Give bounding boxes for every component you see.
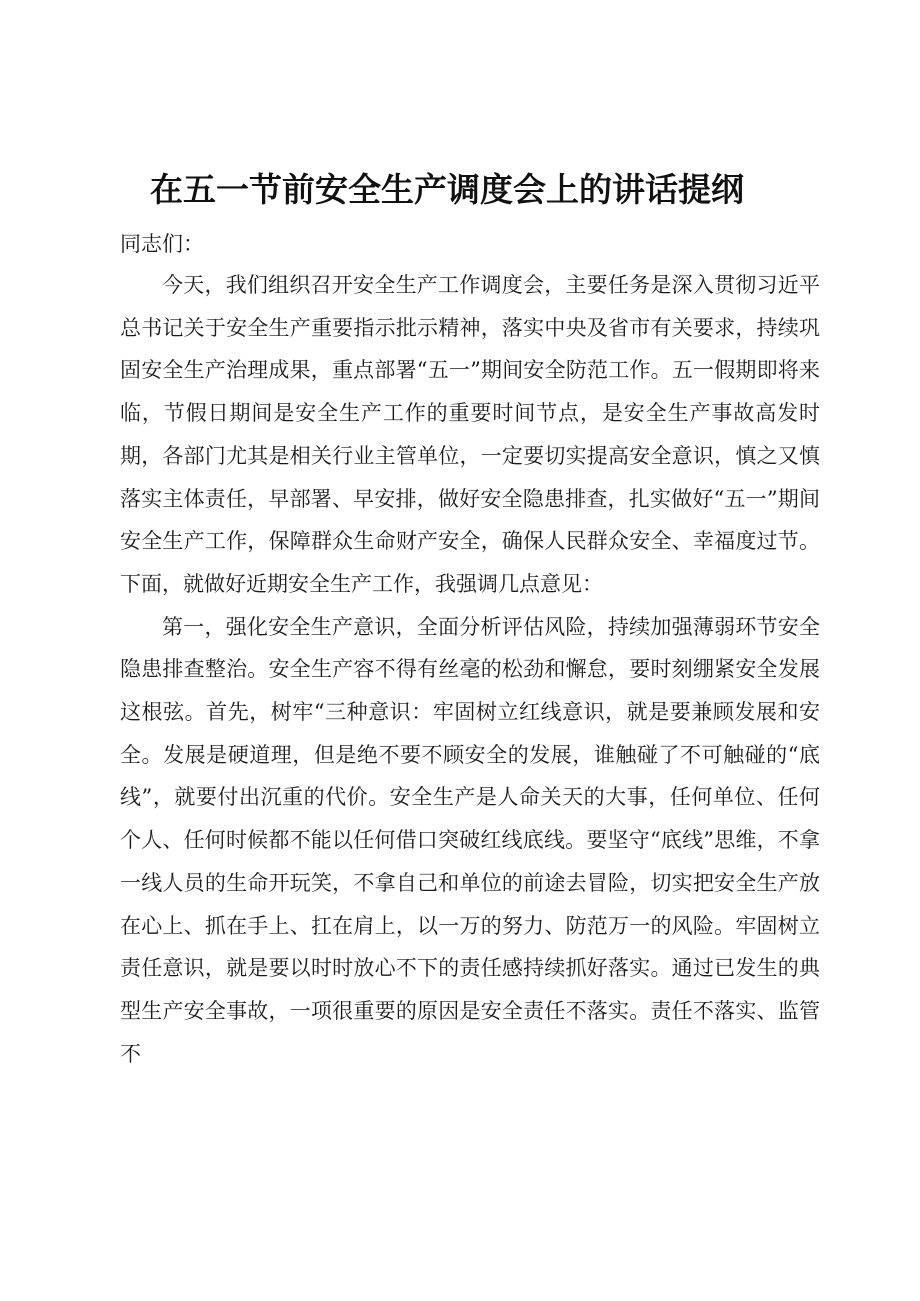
salutation: 同志们： (120, 232, 204, 256)
document-title: 在五一节前安全生产调度会上的讲话提纲 (150, 170, 744, 209)
paragraph-intro: 今天，我们组织召开安全生产工作调度会，主要任务是深入贯彻习近平总书记关于安全生产重要指示批示精神，落实中央及省市有关要求，持续巩固安全生产治理成果，重点部署“五一”期间安全防范工作。五一假期即将来临，节假日期间是安全生产工作的重要时间节点，是安全生产事故高发时期，各部门尤其是相关行业主管单位，一定要切实提高安全意识，慎之又慎落实主体责任，早部署、早安排，做好安全隐患排查，扎实做好“五一”期间安全生产工作，保障群众生命财产安全，确保人民群众安全、幸福度过节。下面，就做好近期安全生产工作，我强调几点意见： (120, 273, 820, 596)
paragraph-point-one: 第一，强化安全生产意识，全面分析评估风险，持续加强薄弱环节安全隐患排查整治。安全生产容不得有丝毫的松劲和懈怠，要时刻绷紧安全发展这根弦。首先，树牢“三种意识：牢固树立红线意识，就是要兼顾发展和安全。发展是硬道理，但是绝不要不顾安全的发展，谁触碰了不可触碰的“底线”，就要付出沉重的代价。安全生产是人命关天的大事，任何单位、任何个人、任何时候都不能以任何借口突破红线底线。要坚守“底线”思维，不拿一线人员的生命开玩笑，不拿自己和单位的前途去冒险，切实把安全生产放在心上、抓在手上、扛在肩上，以一万的努力、防范万一的风险。牢固树立责任意识，就是要以时时放心不下的责任感持续抓好落实。通过已发生的典型生产安全事故，一项很重要的原因是安全责任不落实。责任不落实、监管不 (120, 614, 820, 1066)
document-body (120, 264, 820, 1075)
